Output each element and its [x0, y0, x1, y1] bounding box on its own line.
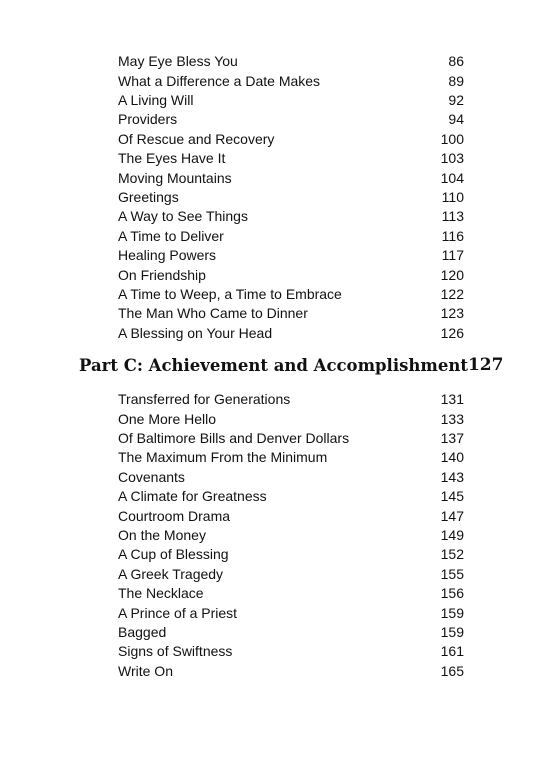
toc-entry-title: One More Hello [118, 410, 217, 427]
toc-entry [118, 448, 464, 467]
toc-entry [118, 409, 464, 428]
toc-entry-title: Courtroom Drama [118, 507, 231, 524]
toc-entry [118, 642, 464, 661]
toc-entry [118, 52, 464, 71]
toc-entry [118, 390, 464, 409]
part-heading-title: Part C: Achievement and Accomplishment [79, 355, 468, 375]
toc-entry-page: 159 [440, 604, 464, 621]
toc-entry-title: A Cup of Blessing [118, 546, 229, 563]
toc-entry-title: Transferred for Generations [118, 391, 291, 408]
toc-entry-title: A Greek Tragedy [118, 565, 224, 582]
toc-entry [118, 324, 464, 343]
toc-entry [118, 71, 464, 90]
toc-entry [118, 110, 464, 129]
toc-entry-title: Of Rescue and Recovery [118, 130, 275, 147]
toc-entry [118, 506, 464, 525]
toc-entry-page: 113 [441, 208, 464, 225]
toc-entry-title: Write On [118, 662, 173, 679]
toc-entry [118, 487, 464, 506]
toc-entry-page: 152 [440, 546, 464, 563]
toc-entry-title: A Time to Deliver [118, 227, 224, 244]
toc-entry [118, 584, 464, 603]
toc-entry-title: Covenants [118, 468, 185, 485]
toc-entry-page: 133 [440, 410, 464, 427]
toc-entry [118, 565, 464, 584]
toc-entry [118, 526, 464, 545]
toc-entry-page: 89 [448, 72, 464, 89]
toc-entry-title: On Friendship [118, 266, 206, 283]
toc-entry-page: 147 [440, 507, 464, 524]
part-heading [79, 352, 504, 378]
toc-entry-page: 86 [448, 53, 464, 70]
toc-entry-title: The Maximum From the Minimum [118, 449, 328, 466]
toc-entry-page: 120 [440, 266, 464, 283]
toc-entry [118, 623, 464, 642]
toc-entry-title: Bagged [118, 623, 167, 640]
toc-entry-page: 156 [440, 585, 464, 602]
toc-entry [118, 149, 464, 168]
toc-entry [118, 207, 464, 226]
toc-entry-title: A Living Will [118, 91, 194, 108]
toc-entry-page: 155 [440, 565, 464, 582]
toc-entry-page: 161 [440, 643, 464, 660]
toc-entry-page: 117 [441, 247, 464, 264]
toc-entry-page: 149 [440, 526, 464, 543]
toc-entry-title: The Man Who Came to Dinner [118, 305, 308, 322]
toc-entry-title: Of Baltimore Bills and Denver Dollars [118, 429, 350, 446]
toc-entry-title: A Time to Weep, a Time to Embrace [118, 285, 342, 302]
toc-entry-title: A Prince of a Priest [118, 604, 238, 621]
toc-entry-page: 131 [440, 391, 464, 408]
toc-entry-page: 140 [440, 449, 464, 466]
toc-entry [118, 545, 464, 564]
toc-entry-page: 110 [441, 188, 464, 205]
toc-entry-title: A Way to See Things [118, 208, 248, 225]
toc-entry [118, 304, 464, 323]
toc-entry-page: 122 [440, 285, 464, 302]
toc-entry-page: 145 [440, 488, 464, 505]
toc-entry-page: 126 [440, 324, 464, 341]
toc-entry-title: Signs of Swiftness [118, 643, 233, 660]
part-heading-page: 127 [467, 355, 504, 375]
toc-entry [118, 265, 464, 284]
toc-entry-title: Providers [118, 111, 178, 128]
toc-entry [118, 91, 464, 110]
toc-entry-page: 165 [440, 662, 464, 679]
toc-entry-title: On the Money [118, 526, 206, 543]
toc-entry [118, 429, 464, 448]
toc-entry [118, 603, 464, 622]
toc-entry-title: A Blessing on Your Head [118, 324, 273, 341]
toc-entry [118, 285, 464, 304]
toc-entry-title: What a Difference a Date Makes [118, 72, 321, 89]
toc-entry-title: The Necklace [118, 585, 204, 602]
toc-entry-page: 143 [440, 468, 464, 485]
toc-entry [118, 662, 464, 681]
toc-entry-title: Healing Powers [118, 247, 217, 264]
toc-entry-page: 92 [448, 91, 464, 108]
toc-entry [118, 468, 464, 487]
toc-entry-page: 100 [440, 130, 464, 147]
toc-entry-page: 104 [440, 169, 464, 186]
toc-entry-page: 116 [441, 227, 464, 244]
toc-entry-title: Moving Mountains [118, 169, 232, 186]
toc-entry-page: 94 [448, 111, 464, 128]
toc-entry-title: May Eye Bless You [118, 53, 238, 70]
toc-entry-title: The Eyes Have It [118, 150, 226, 167]
toc-entry-title: Greetings [118, 188, 179, 205]
toc-entry-page: 137 [440, 429, 464, 446]
toc-entry [118, 130, 464, 149]
toc-entry-page: 103 [440, 150, 464, 167]
toc-entry-page: 123 [440, 305, 464, 322]
toc-entry [118, 168, 464, 187]
toc-entry-page: 159 [440, 623, 464, 640]
toc-entry [118, 188, 464, 207]
toc-entry [118, 227, 464, 246]
toc-entry [118, 246, 464, 265]
toc-entry-title: A Climate for Greatness [118, 488, 267, 505]
